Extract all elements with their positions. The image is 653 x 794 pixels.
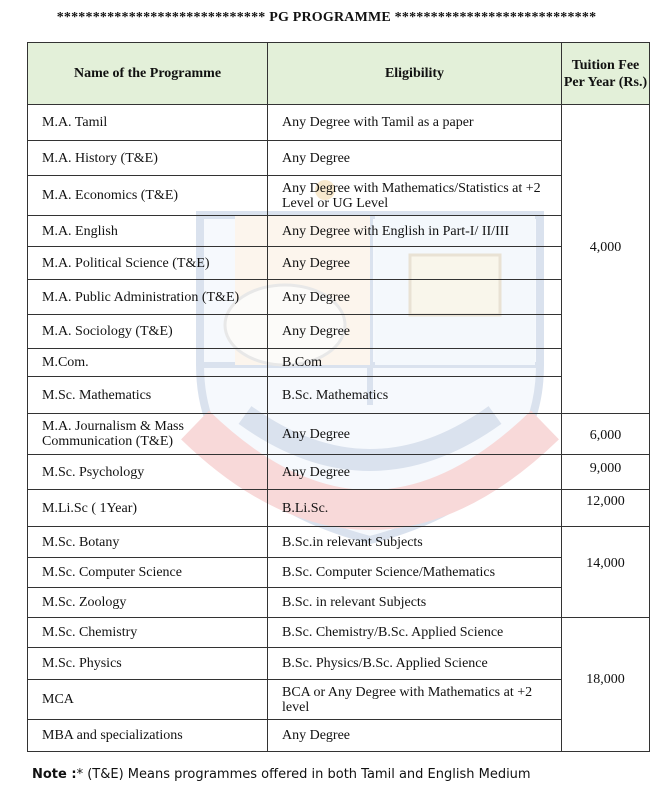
table-row <box>28 349 650 377</box>
fee-cell: 4,000 <box>562 105 650 414</box>
programme-cell: M.A. Tamil <box>28 105 268 141</box>
table-row <box>28 588 650 618</box>
eligibility-cell: Any Degree <box>268 414 562 455</box>
fee-cell: 14,000 <box>562 527 650 618</box>
eligibility-cell: Any Degree <box>268 720 562 752</box>
footnote <box>32 767 531 782</box>
eligibility-cell: B.Sc.in relevant Subjects <box>268 527 562 558</box>
table-row <box>28 315 650 349</box>
eligibility-cell: B.Sc. Computer Science/Mathematics <box>268 558 562 588</box>
table-header-row <box>28 43 650 105</box>
programme-cell: M.A. Sociology (T&E) <box>28 315 268 349</box>
fee-cell: 9,000 <box>562 455 650 490</box>
table-row <box>28 105 650 141</box>
programme-cell: M.Sc. Computer Science <box>28 558 268 588</box>
programme-cell: M.Sc. Psychology <box>28 455 268 490</box>
fee-cell: 18,000 <box>562 618 650 752</box>
eligibility-cell: Any Degree <box>268 455 562 490</box>
table-row <box>28 618 650 648</box>
eligibility-cell: Any Degree with Tamil as a paper <box>268 105 562 141</box>
fee-cell: 12,000 <box>562 490 650 527</box>
eligibility-cell: B.Sc. in relevant Subjects <box>268 588 562 618</box>
column-header-eligibility: Eligibility <box>268 43 562 105</box>
programme-cell: M.A. Journalism & Mass Communication (T&E) <box>28 414 268 455</box>
table-row <box>28 680 650 720</box>
programme-cell: MBA and specializations <box>28 720 268 752</box>
programme-cell: M.Sc. Botany <box>28 527 268 558</box>
eligibility-cell: Any Degree <box>268 141 562 176</box>
table-row <box>28 527 650 558</box>
table-row <box>28 455 650 490</box>
eligibility-cell: B.Sc. Chemistry/B.Sc. Applied Science <box>268 618 562 648</box>
table-row <box>28 280 650 315</box>
table-row <box>28 414 650 455</box>
eligibility-cell: Any Degree <box>268 315 562 349</box>
programme-cell: MCA <box>28 680 268 720</box>
programme-cell: M.Sc. Chemistry <box>28 618 268 648</box>
table-row <box>28 490 650 527</box>
eligibility-cell: Any Degree <box>268 247 562 280</box>
fee-cell: 6,000 <box>562 414 650 455</box>
programme-cell: M.A. Economics (T&E) <box>28 176 268 216</box>
eligibility-cell: B.Sc. Mathematics <box>268 377 562 414</box>
table-row <box>28 377 650 414</box>
eligibility-cell: Any Degree <box>268 280 562 315</box>
table-row <box>28 558 650 588</box>
eligibility-cell: B.Com <box>268 349 562 377</box>
programme-cell: M.A. Political Science (T&E) <box>28 247 268 280</box>
eligibility-cell: B.Sc. Physics/B.Sc. Applied Science <box>268 648 562 680</box>
programme-cell: M.Sc. Zoology <box>28 588 268 618</box>
programme-cell: M.A. English <box>28 216 268 247</box>
programme-cell: M.A. Public Administration (T&E) <box>28 280 268 315</box>
programme-cell: M.Com. <box>28 349 268 377</box>
table-row <box>28 141 650 176</box>
programme-table <box>27 42 650 752</box>
table-row <box>28 720 650 752</box>
note-text: * (T&E) Means programmes offered in both Tamil and English Medium <box>76 767 531 782</box>
eligibility-cell: Any Degree with English in Part-I/ II/III <box>268 216 562 247</box>
table-row <box>28 216 650 247</box>
column-header-programme: Name of the Programme <box>28 43 268 105</box>
eligibility-cell: Any Degree with Mathematics/Statistics at +2 Level or UG Level <box>268 176 562 216</box>
programme-cell: M.Sc. Physics <box>28 648 268 680</box>
programme-cell: M.A. History (T&E) <box>28 141 268 176</box>
programme-cell: M.Li.Sc ( 1Year) <box>28 490 268 527</box>
section-title: ***************************** PG PROGRAMME **************************** <box>56 10 597 25</box>
table-row <box>28 247 650 280</box>
table-row <box>28 176 650 216</box>
eligibility-cell: B.Li.Sc. <box>268 490 562 527</box>
eligibility-cell: BCA or Any Degree with Mathematics at +2 level <box>268 680 562 720</box>
programme-cell: M.Sc. Mathematics <box>28 377 268 414</box>
column-header-tuition-fee: Tuition Fee Per Year (Rs.) <box>562 43 650 105</box>
table-row <box>28 648 650 680</box>
note-label: Note : <box>32 767 77 782</box>
